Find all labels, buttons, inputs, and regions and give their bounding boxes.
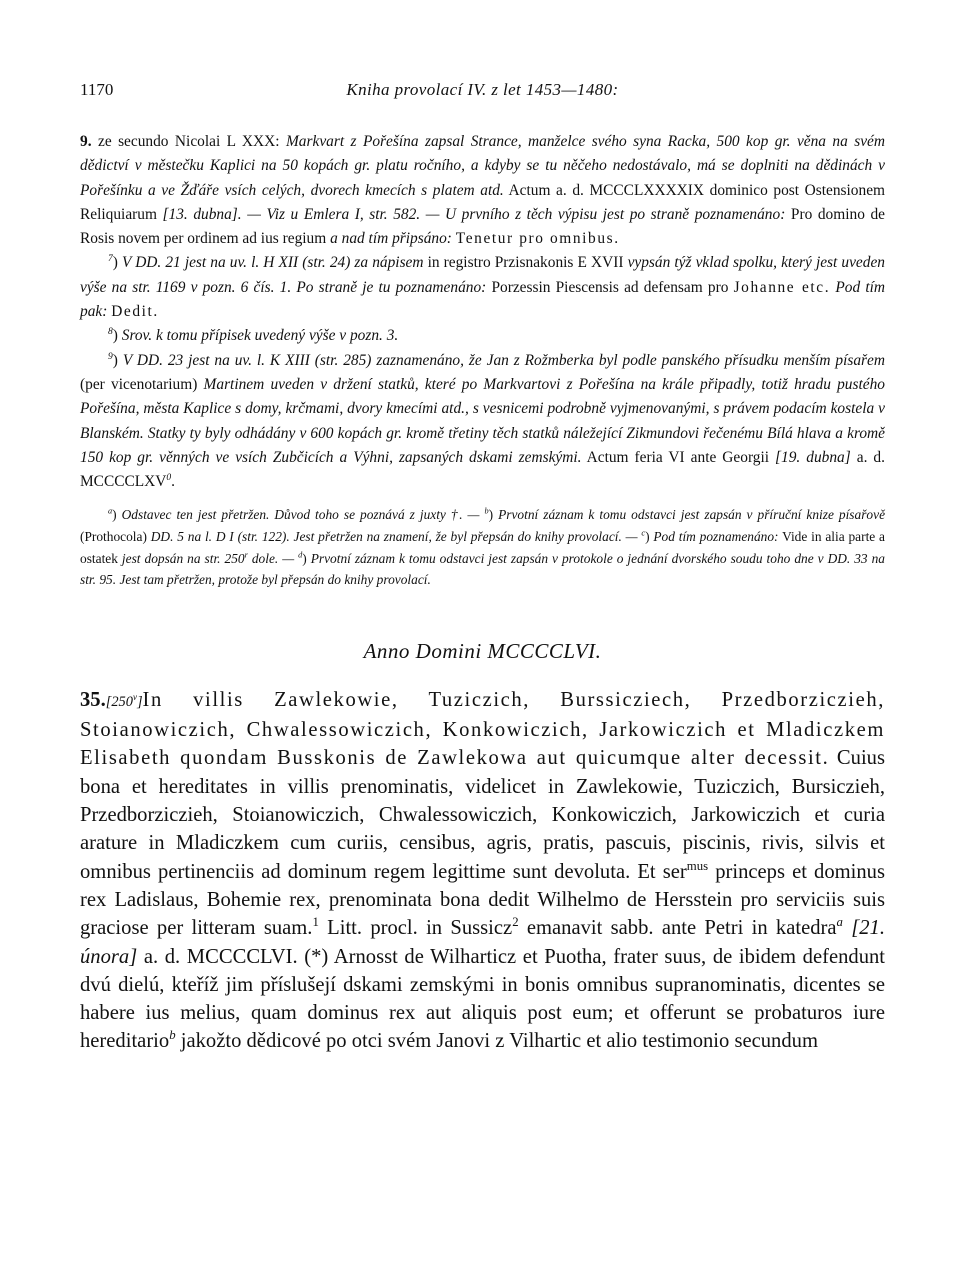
entry-text-5: emanavit sabb. ante Petri in katedra <box>526 917 837 940</box>
note-text: Srov. k tomu přípisek uvedený výše v pozn. 3. <box>121 327 399 345</box>
footnote-text: Vide in alia parte a ostatek <box>80 529 885 566</box>
note-text: Dedit. <box>111 303 159 321</box>
running-title: Kniha provolací IV. z let 1453—1480: <box>346 80 619 99</box>
entry-text-6: a. d. MCCCCLVI. (*) <box>143 945 329 968</box>
document-page <box>80 80 885 1056</box>
entry-text-2: Cuius bona et hereditates in villis prenominatis, videlicet in Zawlekowie, Tuziczich, Bursiczieh, Przedborziczieh, Stoianowiczich, Chwalessowiczich, Konkowiczich, Jarkowiczich et curia arature in Mladiczkem cum curiis, censibus, agris, pratis, pascuis, piscinis, rivis, silvis et omnibus pertinenciis ad dominum regem legittime sunt devoluta. Et ser <box>80 747 885 883</box>
footnote-text: Prvotní záznam k tomu odstavci jest zapsán v příruční knize písařově <box>498 507 886 523</box>
running-head <box>80 80 885 108</box>
entry-text-7: Arnosst de Wilharticz et Puotha, frater suus, de ibidem defendunt dvú dielú, kteříž jim příslušejí dskami zemskými in bonis omnibus supranominatis, dicentes se habere ius melius, quam dominus rex aut aliquis post eum; et offerunt se probaturos iure hereditario <box>80 945 886 1053</box>
note-number: 9. <box>80 133 92 150</box>
entry-text-4: Litt. procl. in Sussicz <box>327 917 513 940</box>
note-text: Pro domino de Rosis novem per ordinem ad ius regium <box>80 205 885 248</box>
note-text: Actum feria VI ante Georgii <box>586 448 770 466</box>
note-text: a nad tím připsáno: <box>330 230 452 248</box>
entry-sup: mus <box>686 858 709 873</box>
entry-date: [21. února] <box>80 917 885 968</box>
footnote-mark: c <box>641 528 646 538</box>
note-text: [19. dubna] <box>775 448 851 466</box>
note-text: Tenetur pro omnibus. <box>455 230 620 248</box>
entry-35 <box>80 686 885 1056</box>
entry-text <box>80 686 885 1056</box>
footnote-mark: b <box>484 506 489 516</box>
footnotes-block <box>80 504 885 590</box>
note-text: ze secundo Nicolai L XXX: <box>97 133 280 150</box>
note-9 <box>80 130 885 251</box>
footnote-text: Prvotní záznam k tomu odstavci jest zapsán v protokole o jednání dvorského soudu toho dne v DD. 33 na str. 95. Jest tam přetržen, protože byl přepsán do knihy provolací. <box>80 550 885 588</box>
note-text: [13. dubna]. — Viz u Emlera I, str. 582. — U prvního z těch výpisu jest po straně poznamenáno: <box>162 205 786 223</box>
footnote-text: Odstavec ten jest přetržen. Důvod toho se poznává z juxty †. — <box>121 507 480 523</box>
footnote-mark: r <box>244 550 248 560</box>
folio-reference <box>106 694 143 710</box>
footnote-mark: d <box>298 550 303 560</box>
note-text: vypsán týž vklad spolku, který jest uveden výše na str. 1169 v pozn. 6 čís. 1. Po straně je tu poznamenáno: <box>80 254 885 296</box>
footnote-ref: b <box>169 1028 176 1043</box>
note-text: Markvart z Pořešína zapsal Strance, manželce svého syna Racka, 500 kop gr. věna na svém dědictví v městečku Kaplici na 50 kopách gr. platu ročního, a kdyby se tu něčeho nedostávalo, má se doplniti na dědinách v Pořešínku a ve Žďáře vsích celých, dvorech kmecích s platem atd. <box>80 133 885 199</box>
entry-text-1: In villis Zawlekowie, Tuziczich, Burssicziech, Przedborziczieh, Stoianowiczich, Chwalessowiczich, Konkowiczich, Jarkowiczich et Mladiczkem Elisabeth quondam Busskonis de Zawlekowa aut quicumque alter decessit. <box>80 688 885 770</box>
entry-text-3: princeps et dominus rex Ladislaus, Bohemie rex, prenominata bona dedit Wilhelmo de Hersstein pro serviciis suis graciose per litteram suam. <box>80 860 885 940</box>
footnote-text: dole. — <box>251 550 295 566</box>
note-7: $^7$) V DD. 21 jest na uv. l. H XII (str. 24) za nápisem in registro Przisnakonis E XVII vypsán týž vklad spolku, který jest uveden výše na str. 1169 v pozn. 6 čís. 1. Po straně je tu poznamenáno: Porzessin Piescensis ad defensam pro Johanne etc. Pod tím pak: Dedit. <box>80 253 885 321</box>
footnote-text: (Prothocola) <box>80 529 147 545</box>
note-text: in registro Przisnakonis E XVII <box>427 254 624 272</box>
note-text: Pod tím pak: <box>80 278 885 321</box>
note-text: Porzessin Piescensis ad defensam pro <box>491 278 729 296</box>
note-text: Martinem uveden v držení statků, které po Markvartovi z Pořešína na krále připadly, totiž hradu pustého Pořešína, města Kaplice s domy, krčmami, dvory kmecími atd., s vesnicemi podrobně vyjmenovanými, s právem podacím kostela v Blanském. Statky ty byly odhádány v 600 kopách gr. kromě třetiny těch statků náležející Zikmundovi řečenému Bílá hlava a kromě 150 kop gr. věnných ve vsích Zubčicích a Výhni, zapsaných dskami zemskými. <box>80 375 885 466</box>
note-number: 8 <box>108 326 113 338</box>
note-text: Actum a. d. MCCCLXXXXIX dominico post Ostensionem Reliquiarum <box>80 181 886 223</box>
note-8: $^8$) Srov. k tomu přípisek uvedený výše v pozn. 3. <box>108 326 399 345</box>
note-text: 0 <box>166 472 172 484</box>
footnote-ref: 2 <box>512 915 519 930</box>
note-number: 7 <box>108 253 113 265</box>
note-text: . <box>171 473 176 491</box>
note-text: a. d. MCCCCLXV <box>80 448 885 491</box>
note-text: Johanne etc. <box>733 278 831 296</box>
page-number: 1170 <box>80 80 114 99</box>
note-text: V DD. 23 jest na uv. l. K XIII (str. 285) zaznamenáno, že Jan z Rožmberka byl podle panského přísudku menším písařem <box>122 351 885 369</box>
notes-block <box>80 130 885 494</box>
entry-number: 35. <box>80 688 106 711</box>
note-9b: $^9$) V DD. 23 jest na uv. l. K XIII (str. 285) zaznamenáno, že Jan z Rožmberka byl podle panského přísudku menším písařem (per vicenotarium) Martinem uveden v držení statků, které po Markvartovi z Pořešína na krále připadly, totiž hradu pustého Pořešína, města Kaplice s domy, krčmami, dvory kmecími atd., s vesnicemi podrobně vyjmenovanými, s právem podacím kostela v Blanském. Statky ty byly odhádány v 600 kopách gr. kromě třetiny těch statků náležející Zikmundovi řečenému Bílá hlava a kromě 150 kop gr. věnných ve vsích Zubčicích a Výhni, zapsaných dskami zemskými. Actum feria VI ante Georgii [19. dubna] a. d. MCCCCLXV$^0$. <box>80 350 885 491</box>
entry-text-8: jakožto dědicové po otci svém Janovi z Vilhartic et alio testimonio secundum <box>180 1030 818 1053</box>
note-text: (per vicenotarium) <box>80 375 198 393</box>
footnote-text: Pod tím poznamenáno: <box>653 529 779 545</box>
footnote-mark: a <box>108 506 113 516</box>
section-heading: Anno Domini MCCCCLVI. <box>363 638 602 663</box>
footnote-text: DD. 5 na l. D I (str. 122). Jest přetržen na znamení, že byl přepsán do knihy provolací. — <box>150 529 638 545</box>
footnote-ref: a <box>836 915 843 930</box>
folio-reference-text: [250 <box>105 693 133 710</box>
folio-reference-close: ] <box>136 693 143 710</box>
footnote-text: jest dopsán na str. 250 <box>121 550 245 566</box>
folio-reference-sup: v <box>132 692 137 703</box>
footnotes-text: $^a$) Odstavec ten jest přetržen. Důvod toho se poznává z juxty †. — $^b$) Prvotní záznam k tomu odstavci jest zapsán v příruční knize písařově (Prothocola) DD. 5 na l. D I (str. 122). Jest přetržen na znamení, že byl přepsán do knihy provolací. — $^c$) Pod tím poznamenáno: Vide in alia parte a ostatek jest dopsán na str. 250$^r$ dole. — $^d$) Prvotní záznam k tomu odstavci jest zapsán v protokole o jednání dvorského soudu toho dne v DD. 33 na str. 95. Jest tam přetržen, protože byl přepsán do knihy provolací. <box>80 506 886 588</box>
footnote-ref: 1 <box>312 915 319 930</box>
note-number: 9 <box>108 350 113 362</box>
note-text: V DD. 21 jest na uv. l. H XII (str. 24) za nápisem <box>121 254 424 272</box>
